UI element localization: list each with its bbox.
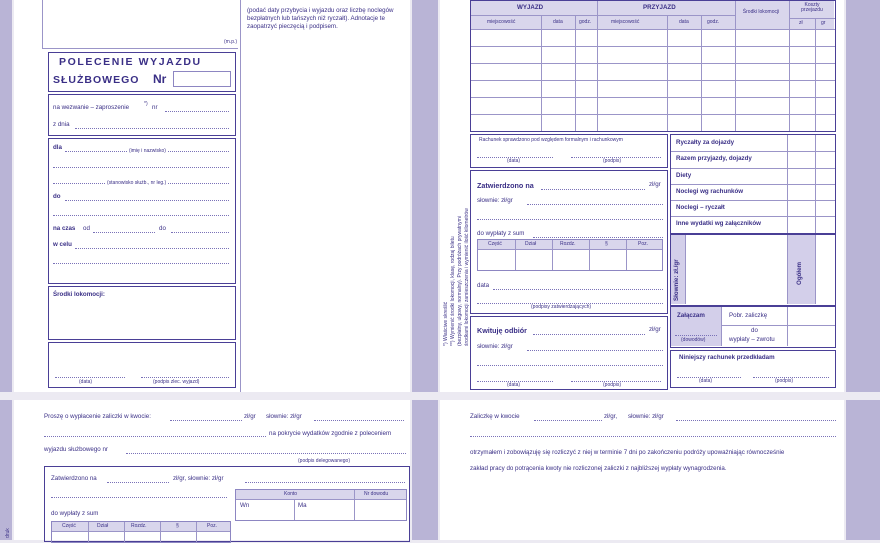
advance-label: Zaliczkę w kwocie — [470, 413, 520, 420]
purpose-label: w celu — [53, 241, 72, 248]
signature-field[interactable] — [141, 377, 229, 378]
sheet-right-top — [440, 0, 844, 392]
checked-block — [470, 134, 668, 168]
request-words-field[interactable] — [314, 420, 404, 421]
sheet-right-bottom — [440, 400, 844, 540]
until-label: do — [159, 225, 166, 232]
words-vertical: Słownie: zł./gr — [673, 259, 680, 301]
payout-bottom-label: do wypłaty z sum — [51, 510, 99, 517]
approvers-hint: (podpisy zatwierdzających) — [531, 304, 592, 310]
item-lodging-lump: Noclegi – ryczałt — [676, 204, 725, 211]
title-block — [48, 52, 236, 92]
trip-number-field-2[interactable] — [126, 453, 406, 454]
time-label: na czas — [53, 225, 76, 232]
dep-place-header: miejscowość — [487, 19, 516, 25]
request-words-label: słownie: zł/gr — [266, 413, 302, 420]
col-chapter: Rozdz. — [560, 241, 576, 247]
receipt-words-field[interactable] — [527, 350, 663, 351]
purpose-field[interactable] — [75, 248, 229, 249]
item-lump-sum: Ryczałty za dojazdy — [676, 139, 735, 146]
approved-label: Zatwierdzono na — [477, 181, 534, 190]
account-table — [235, 489, 407, 521]
approved-words-field-2[interactable] — [477, 219, 663, 220]
bcol-part: Część — [62, 523, 76, 529]
receipt-amount-field[interactable] — [533, 334, 645, 335]
col-paragraph: § — [605, 241, 608, 247]
destination-field[interactable] — [65, 200, 229, 201]
delegate-hint: (podpis delegowanego) — [298, 458, 350, 464]
center-margin-strip — [412, 0, 438, 392]
proofs-hint: (dowodów) — [681, 337, 706, 343]
receipt-words-label: słownie: zł/gr — [477, 343, 513, 350]
left-margin-strip-bottom — [0, 400, 12, 540]
to-label: do — [53, 193, 61, 200]
title-line-2: SŁUŻBOWEGO — [53, 74, 140, 86]
total-block — [670, 234, 836, 306]
trip-label: wyjazdu służbowego nr — [44, 446, 108, 453]
submit-label: Niniejszy rachunek przedkładam — [679, 354, 775, 361]
submit-block — [670, 350, 836, 388]
receipt-signature-hint: (podpis) — [603, 382, 622, 388]
advance-words-label: słownie: zł/gr — [628, 413, 664, 420]
transport-label: Środki lokomocji: — [53, 291, 105, 298]
right-margin-strip — [846, 0, 880, 392]
approved-bottom-words[interactable] — [245, 482, 405, 483]
footnote-4: środkami lokomocji zamieszczenia i wymienić ilość kilometrów — [464, 208, 470, 346]
date-label: z dnia — [53, 121, 70, 128]
purpose-field-2[interactable] — [53, 263, 229, 264]
summons-block — [48, 94, 236, 136]
position-hint: (stanowisko służb., nr leg.) — [107, 180, 167, 186]
advance-words-field-2[interactable] — [470, 436, 836, 437]
title-nr: Nr — [153, 72, 167, 86]
dep-hour-header: godz. — [579, 19, 592, 25]
approved-words-label: słownie: zł/gr — [477, 197, 513, 204]
ma-label: Ma — [298, 502, 307, 509]
approved-bottom-zlgr: zł/gr, słownie: zł/gr — [173, 475, 224, 482]
receipt-zlgr: zł/gr — [649, 326, 661, 333]
arrival-header: PRZYJAZD — [643, 4, 676, 11]
signature-hint: (podpis zlec. wyjazd) — [153, 379, 200, 385]
date-hint: (data) — [79, 379, 93, 385]
request-label: Proszę o wypłacenie zaliczki w kwocie: — [44, 413, 151, 420]
item-total-travel: Razem przyjazdy, dojazdy — [676, 155, 752, 162]
approved-amount-field[interactable] — [541, 189, 645, 190]
summons-nr-field[interactable] — [165, 111, 229, 112]
for-label: dla — [53, 144, 62, 151]
dep-date-header: data — [553, 19, 563, 25]
item-diets: Diety — [676, 172, 692, 179]
receipt-label: Kwituję odbiór — [477, 326, 527, 335]
summons-label: na wezwanie – zaproszenie — [53, 104, 130, 111]
received-line-2: zakład pracy do potrącenia kwoty nie rozliczonej zaliczki z najbliższej wypłaty wynagrodzenia. — [470, 465, 727, 472]
item-other: Inne wydatki wg załączników — [676, 220, 761, 227]
travel-table — [470, 0, 836, 132]
approved-bottom-label: Zatwierdzono na — [51, 475, 97, 482]
received-line-1: otrzymałem i zobowiązuję się rozliczyć z niej w terminie 7 dni po zakończeniu podróży upoważniając równocześnie — [470, 449, 785, 456]
footnote-3: (bezpłatny, ulgowy, normalny). Przy podróżach prywatnymi — [457, 216, 463, 346]
from-label: od — [83, 225, 90, 232]
approved-date-label: data — [477, 282, 490, 289]
transport-block — [48, 286, 236, 340]
departure-header: WYJAZD — [517, 4, 544, 11]
center-margin-strip-bottom — [412, 400, 438, 540]
attach-block — [670, 306, 836, 348]
approved-bottom-block — [44, 466, 410, 542]
approved-date-field[interactable] — [493, 289, 663, 290]
request-zlgr: zł/gr — [244, 413, 256, 420]
sheet-left-bottom — [5, 400, 410, 540]
gr-header: gr — [821, 20, 826, 26]
payout-refund-label: wypłaty – zwrotu — [729, 336, 775, 343]
date-field[interactable] — [75, 128, 229, 129]
name-field-2[interactable] — [53, 167, 229, 168]
col-position: Poz. — [638, 241, 649, 247]
person-block — [48, 138, 236, 284]
proof-nr-header: Nr dowodu — [364, 491, 389, 497]
col-part: Część — [488, 241, 502, 247]
footnote-2: **) Wymienić środki lokomocji, klasę, rodzaj biletu — [450, 236, 456, 346]
destination-field-2[interactable] — [53, 215, 229, 216]
note-line-1: (podać daty przybycia i wyjazdu oraz liczbę noclegów — [247, 7, 394, 14]
budget-table — [477, 239, 663, 271]
until-field[interactable] — [171, 232, 229, 233]
advance-words-field[interactable] — [676, 420, 836, 421]
sheet-left-top — [14, 0, 410, 392]
checked-signature-hint: (podpis) — [603, 158, 622, 164]
account-header: Konto — [284, 491, 298, 497]
from-field[interactable] — [93, 232, 155, 233]
zl-header: zł — [799, 20, 803, 26]
total-vertical: Ogółem — [796, 261, 803, 285]
to-payout-label: do — [751, 327, 758, 334]
note-line-2: bezpłatnych lub tańszych niż ryczałt). Adnotacje te — [247, 15, 385, 22]
approved-block — [470, 170, 668, 314]
request-words-field-2[interactable] — [44, 436, 266, 437]
request-amount-field[interactable] — [170, 420, 242, 421]
approved-bottom-words-2[interactable] — [51, 497, 227, 498]
costs-header: Koszty przejazdu — [801, 2, 823, 13]
proofs-field[interactable] — [675, 335, 717, 336]
footnote-1: *) Właściwe skreślić — [443, 301, 449, 346]
payout-field[interactable] — [533, 237, 663, 238]
bcol-section: Dział — [97, 523, 109, 529]
item-lodging-bills: Noclegi wg rachunków — [676, 188, 744, 195]
arr-place-header: miejscowość — [611, 19, 640, 25]
advance-taken-label: Pobr. zaliczkę — [729, 312, 768, 319]
receipt-block — [470, 316, 668, 390]
arr-date-header: data — [679, 19, 689, 25]
bcol-position: Poz. — [207, 523, 218, 529]
note-line-3: zaopatrzyć pieczęcią i podpisem. — [247, 23, 338, 30]
bcol-paragraph: § — [176, 523, 179, 529]
arr-hour-header: godz. — [707, 19, 720, 25]
col-section: Dział — [525, 241, 537, 247]
summons-mark: *) — [144, 101, 148, 107]
submit-signature-hint: (podpis) — [775, 378, 794, 384]
settlement-items — [670, 134, 836, 234]
checked-label: Rachunek sprawdzono pod względem formalnym i rachunkowym — [479, 137, 623, 143]
approved-bottom-amount[interactable] — [107, 482, 169, 483]
cover-label: na pokrycie wydatków zgodnie z poleceniem — [269, 430, 392, 437]
checked-date-hint: (data) — [507, 158, 521, 164]
date-signature-field[interactable] — [55, 377, 125, 378]
transport-header: Środki lokomocji — [742, 9, 780, 15]
advance-amount-field[interactable] — [534, 420, 602, 421]
left-margin-strip — [0, 0, 12, 392]
summons-nr: nr — [152, 104, 158, 111]
payout-label: do wypłaty z sum — [477, 230, 525, 237]
trip-number-field[interactable] — [173, 71, 231, 87]
bcol-chapter: Rozdz. — [131, 523, 147, 529]
side-text: druk — [5, 528, 11, 538]
signature-block — [48, 342, 236, 388]
approved-words-field[interactable] — [527, 204, 663, 205]
approved-zlgr: zł/gr — [649, 181, 661, 188]
name-hint: (imię i nazwisko) — [129, 148, 166, 154]
wn-label: Wn — [240, 502, 250, 509]
receipt-words-field-2[interactable] — [477, 365, 663, 366]
attach-label: Załączam — [677, 312, 705, 319]
mp-label: (m.p.) — [224, 39, 238, 45]
title-line-1: POLECENIE WYJAZDU — [59, 56, 202, 68]
receipt-date-hint: (data) — [507, 382, 521, 388]
advance-zlgr: zł/gr, — [604, 413, 618, 420]
submit-date-hint: (data) — [699, 378, 713, 384]
right-margin-strip-bottom — [846, 400, 880, 540]
